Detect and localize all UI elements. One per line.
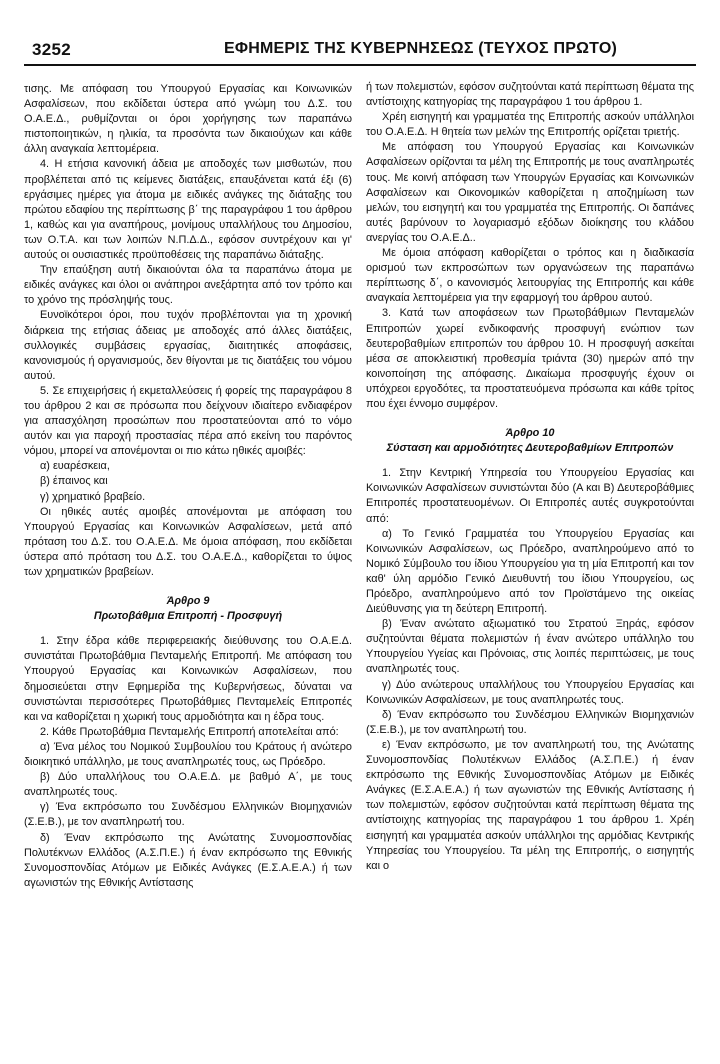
paragraph: τισης. Με απόφαση του Υπουργού Εργασίας και Κοινωνικών Ασφαλίσεων, που εκδίδεται ύστερα από γνώμη του Δ.Σ. του Ο.Α.Ε.Δ., ρυθμίζονται οι όροι χορήγησης των παραπάνω πιστοποιητικών, η ηλικία, τα προσόντα των δικαιούχων και κάθε άλλη αναγκαία λεπτομέρεια. [24,83,352,156]
list-item: α) ευαρέσκεια, [40,460,110,473]
paragraph: β) Δύο υπαλλήλους του Ο.Α.Ε.Δ. με βαθμό Α΄, με τους αναπληρωτές τους. [24,771,352,799]
right-column [366,80,694,874]
list-item: γ) χρηματικό βραβείο. [40,490,146,503]
article-number: Άρθρο 10 [505,427,555,440]
paragraph: Χρέη εισηγητή και γραμματέα της Επιτροπής ασκούν υπάλληλοι του Ο.Α.Ε.Δ. Η θητεία των μελών της Επιτροπής ορίζεται τριετής. [366,111,694,139]
paragraph: α) Το Γενικό Γραμματέα του Υπουργείου Εργασίας και Κοινωνικών Ασφαλίσεων, ως Πρόεδρο, αναπληρούμενο από το Νομικό Σύμβουλο του ίδιου Υπουργείου για τη μία Επιτροπή και τον καθ' ύλη αρμόδιο Γενικό Διευθυντή του ίδιου Υπουργείου, ως Πρόεδρο, αναπληρούμενο από τον Προϊστάμενο της οικείας Διεύθυνσης για τη δεύτερη Επιτροπή. [366,527,694,616]
paragraph: Με απόφαση του Υπουργού Εργασίας και Κοινωνικών Ασφαλίσεων ορίζονται τα μέλη της Επιτροπής με τους αναπληρωτές τους. Με κοινή απόφαση των Υπουργών Εργασίας και Κοινωνικών Ασφαλίσεων και Οικονομικών καθορίζεται η αποζημίωση των μελών, του εισηγητή και του γραμματέα της Επιτροπής. Οι δαπάνες αυτές βαρύνουν το λογαριασμό εξόδων διοίκησης του κλάδου ανεργίας του Ο.Α.Ε.Δ.. [366,141,694,244]
article-heading [366,426,694,456]
paragraph: 1. Στην Κεντρική Υπηρεσία του Υπουργείου Εργασίας και Κοινωνικών Ασφαλίσεων συνιστώνται δύο (Α και Β) Δευτεροβάθμιες Επιτροπές προστατευομένων. Οι Επιτροπές αυτές συγκροτούνται από: [366,467,694,525]
article-number: Άρθρο 9 [166,595,210,608]
paragraph: γ) Ένα εκπρόσωπο του Συνδέσμου Ελληνικών Βιομηχανιών (Σ.Ε.Β.), με τον αναπληρωτή του. [24,801,352,829]
paragraph: γ) Δύο ανώτερους υπαλλήλους του Υπουργείου Εργασίας και Κοινωνικών Ασφαλίσεων, με τους αναπληρωτές τους. [366,678,694,706]
paragraph: ε) Έναν εκπρόσωπο, με τον αναπληρωτή του, της Ανώτατης Συνομοσπονδίας Πολυτέκνων Ελλάδος (Α.Σ.Π.Ε.) ή έναν εκπρόσωπο της Εθνικής Συνομοσπονδίας Ατόμων με Ειδικές Ανάγκες (Ε.Σ.Α.Ε.Α.) ή των αγωνιστών της Εθνικής Αντίστασης ή των πολεμιστών, εφόσον συζητούνται κατά περίπτωση θέματα της αντίστοιχης κατηγορίας της παραγράφου 1 του άρθρου 1. Χρέη εισηγητή και γραμματέα ασκούν υπάλληλοι της αρμόδιας Κεντρικής Υπηρεσίας του Υπουργείου. Τα μέλη της Επιτροπής, ο εισηγητής και ο [366,738,694,872]
list-item: β) έπαινος και [40,475,108,488]
paragraph: α) Ένα μέλος του Νομικού Συμβουλίου του Κράτους ή ανώτερο διοικητικό υπάλληλο, με τους αναπληρωτές τους, ως Πρόεδρο. [24,740,352,769]
page-header [24,36,696,66]
paragraph: Ευνοϊκότεροι όροι, που τυχόν προβλέπονται για τη χρονική διάρκεια της ετήσιας άδειας με αποδοχές από άλλες διατάξεις, συλλογικές συμβάσεις εργασίας, διαιτητικές αποφάσεις, κανονισμούς ή οργανισμούς, δεν θίγονται με τις διατάξεις του νόμου αυτού. [24,309,352,382]
paragraph: 5. Σε επιχειρήσεις ή εκμεταλλεύσεις ή φορείς της παραγράφου 8 του άρθρου 2 και σε πρόσωπα που δείχνουν ιδιαίτερο ενδιαφέρον για απασχόληση προσώπων που προστατεύονται από το νόμο αυτόν και για παροχή προστασίας πέρα από εκείνη του παρόντος νόμου, μπορεί να απονέμονται οι πιο κάτω ηθικές αμοιβές: [24,384,352,458]
paragraph: β) Έναν ανώτατο αξιωματικό του Στρατού Ξηράς, εφόσον συζητούνται θέματα πολεμιστών ή έναν ανώτερο υπάλληλο του Υπουργείου Υγείας και Πρόνοιας, στις λοιπές περιπτώσεις, με τους αναπληρωτές τους. [366,618,694,676]
paragraph: Με όμοια απόφαση καθορίζεται ο τρόπος και η διαδικασία ορισμού των εκπροσώπων των οργανώσεων της παραπάνω περίπτωσης δ΄, ο κανονισμός λειτουργίας της Επιτροπής και κάθε αναγκαία λεπτομέρεια για την εφαρμογή του άρθρου αυτού. [366,247,694,305]
paragraph: 1. Στην έδρα κάθε περιφερειακής διεύθυνσης του Ο.Α.Ε.Δ. συνιστάται Πρωτοβάθμια Πενταμελής Επιτροπή. Με απόφαση του Υπουργού Εργασίας και Κοινωνικών Ασφαλίσεων, που δημοσιεύεται στην Εφημερίδα της Κυβερνήσεως, δύναται να συνιστώνται περισσότερες Πρωτοβάθμιες Πενταμελείς Επιτροπές και να καθορίζεται η χωρική τους αρμοδιότητα και η έδρα τους. [24,635,352,723]
left-column [24,82,352,891]
journal-title: ΕΦΗΜΕΡΙΣ ΤΗΣ ΚΥΒΕΡΝΗΣΕΩΣ (ΤΕΥΧΟΣ ΠΡΩΤΟ) [224,40,618,57]
paragraph: δ) Έναν εκπρόσωπο της Ανώτατης Συνομοσπονδίας Πολυτέκνων Ελλάδος (Α.Σ.Π.Ε.) ή έναν εκπρόσωπο της Εθνικής Συνομοσπονδίας Ατόμων με Ειδικές Ανάγκες (Ε.Σ.Α.Ε.Α.) ή των αγωνιστών της Εθνικής Αντίστασης [24,831,352,889]
paragraph: ή των πολεμιστών, εφόσον συζητούνται κατά περίπτωση θέματα της αντίστοιχης κατηγορίας της παραγράφου 1 του άρθρου 1. [366,81,694,109]
paragraph: 2. Κάθε Πρωτοβάθμια Πενταμελής Επιτροπή αποτελείται από: [40,725,339,738]
paragraph: Την επαύξηση αυτή δικαιούνται όλα τα παραπάνω άτομα με ειδικές ανάγκες και όλοι οι ανάπηροι ανεξάρτητα από τον τρόπο και το χρόνο της πρόσληψής τους. [24,264,352,307]
article-heading [24,594,352,624]
paragraph: δ) Έναν εκπρόσωπο του Συνδέσμου Ελληνικών Βιομηχανιών (Σ.Ε.Β.), με τον αναπληρωτή του. [366,708,694,736]
article-title: Σύσταση και αρμοδιότητες Δευτεροβαθμίων Επιτροπών [386,442,674,455]
article-title: Πρωτοβάθμια Επιτροπή - Προσφυγή [93,610,283,623]
page-number: 3252 [32,40,72,59]
paragraph: 3. Κατά των αποφάσεων των Πρωτοβάθμιων Πενταμελών Επιτροπών χωρεί ενδικοφανής προσφυγή ενώπιον των δευτεροβαθμίων επιτροπών του άρθρου 10. Η προσφυγή ασκείται μέσα σε αποκλειστική προθεσμία τριάντα (30) ημερών από την κοινοποίηση της απόφασης. Δικαίωμα προσφυγής έχουν οι υπόχρεοι εργοδότες, τα προστατευόμενα πρόσωπα και κάθε τρίτος που έχει έννομο συμφέρον. [366,307,694,410]
paragraph: 4. Η ετήσια κανονική άδεια με αποδοχές των μισθωτών, που προβλέπεται από τις κείμενες διατάξεις, επαυξάνεται κατά έξι (6) εργάσιμες ημέρες για άτομα με ειδικές ανάγκες της διάταξης του πρώτου εδαφίου της περίπτωσης β΄ της παραγράφου 1 του άρθρου 1, καθώς και για αναπήρους, μονίμους υπαλλήλους του Δημοσίου, των Ο.Τ.Α. και των λοιπών Ν.Π.Δ.Δ., εφόσον συντρέχουν και γι' αυτούς οι ουσιαστικές προϋποθέσεις της παραπάνω διάταξης. [24,158,352,262]
paragraph: Οι ηθικές αυτές αμοιβές απονέμονται με απόφαση του Υπουργού Εργασίας και Κοινωνικών Ασφαλίσεων, μετά από πρόταση του Δ.Σ. του Ο.Α.Ε.Δ. Με όμοια απόφαση, που εκδίδεται ύστερα από πρόταση του Δ.Σ. του Ο.Α.Ε.Δ., καθορίζεται το ύψος των χρηματικών βραβείων. [24,505,352,578]
